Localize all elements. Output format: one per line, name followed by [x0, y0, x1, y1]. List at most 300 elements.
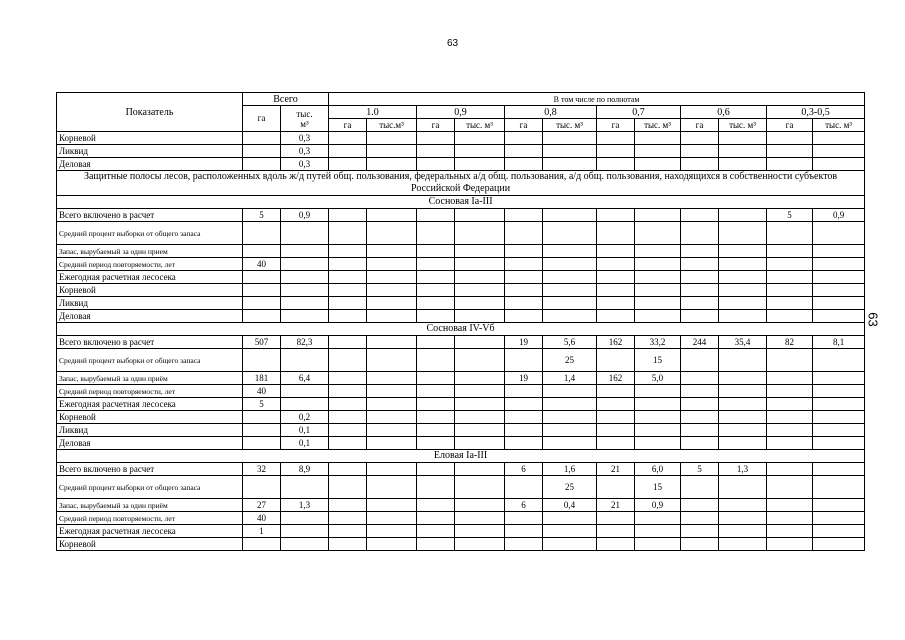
data-cell — [455, 297, 505, 310]
data-cell — [505, 424, 543, 437]
data-cell — [719, 245, 767, 258]
data-cell — [505, 258, 543, 271]
data-cell — [767, 385, 813, 398]
data-cell — [597, 476, 635, 499]
data-cell — [681, 349, 719, 372]
data-cell: 1,4 — [543, 372, 597, 385]
data-cell — [417, 271, 455, 284]
data-cell — [813, 463, 865, 476]
data-cell: 40 — [243, 385, 281, 398]
row-label: Средний период повторяемости, лет — [57, 385, 243, 398]
data-cell — [681, 222, 719, 245]
cell-empty — [813, 132, 865, 145]
data-cell — [719, 437, 767, 450]
table-row — [57, 372, 865, 385]
data-cell — [767, 372, 813, 385]
data-cell: 181 — [243, 372, 281, 385]
data-cell: 162 — [597, 372, 635, 385]
row-label: Ликвид — [57, 145, 243, 158]
cell-empty — [635, 132, 681, 145]
data-cell — [417, 385, 455, 398]
data-cell — [455, 424, 505, 437]
data-cell — [767, 310, 813, 323]
data-cell: 15 — [635, 476, 681, 499]
data-cell — [329, 209, 367, 222]
data-cell — [719, 372, 767, 385]
data-cell — [367, 258, 417, 271]
subheader-cell: тыс. м³ — [543, 119, 597, 132]
subheader-cell: га — [767, 119, 813, 132]
data-cell — [243, 245, 281, 258]
data-cell — [635, 310, 681, 323]
data-cell: 82 — [767, 336, 813, 349]
data-cell: 1,3 — [281, 499, 329, 512]
data-cell — [543, 538, 597, 551]
data-cell — [417, 297, 455, 310]
table-row — [57, 398, 865, 411]
data-cell — [455, 271, 505, 284]
data-cell — [417, 245, 455, 258]
data-cell — [597, 209, 635, 222]
data-cell — [767, 411, 813, 424]
data-cell — [813, 424, 865, 437]
data-cell — [597, 271, 635, 284]
data-cell — [455, 411, 505, 424]
data-cell — [719, 424, 767, 437]
data-cell — [281, 525, 329, 538]
data-cell — [681, 245, 719, 258]
data-cell — [281, 310, 329, 323]
row-label: Ежегодная расчетная лесосека — [57, 525, 243, 538]
data-cell — [543, 411, 597, 424]
cell-empty — [367, 132, 417, 145]
data-cell — [597, 437, 635, 450]
data-cell: 5 — [767, 209, 813, 222]
table-row — [57, 310, 865, 323]
data-cell — [329, 284, 367, 297]
data-cell — [417, 398, 455, 411]
data-cell — [329, 297, 367, 310]
data-cell — [329, 372, 367, 385]
data-cell — [329, 310, 367, 323]
header-total-m3-line2: м³ — [300, 118, 309, 129]
data-cell: 6 — [505, 499, 543, 512]
page-number-top: 63 — [446, 38, 459, 49]
cell-empty — [329, 132, 367, 145]
table-row — [57, 222, 865, 245]
data-cell — [767, 424, 813, 437]
data-cell — [543, 398, 597, 411]
section-row — [57, 171, 865, 196]
data-cell — [417, 411, 455, 424]
cell-total-m3: 0,3 — [281, 132, 329, 145]
data-cell: 0,4 — [543, 499, 597, 512]
table-row — [57, 209, 865, 222]
data-cell — [367, 499, 417, 512]
data-cell — [455, 476, 505, 499]
row-label: Ежегодная расчетная лесосека — [57, 271, 243, 284]
data-cell: 33,2 — [635, 336, 681, 349]
data-cell — [635, 398, 681, 411]
cell-total-ga — [243, 132, 281, 145]
data-cell — [367, 437, 417, 450]
data-cell — [367, 349, 417, 372]
data-cell — [505, 476, 543, 499]
row-label: Всего включено в расчет — [57, 336, 243, 349]
data-cell — [417, 525, 455, 538]
header-total-ga: га — [243, 106, 281, 132]
table-row — [57, 512, 865, 525]
subheader-cell: тыс.м³ — [367, 119, 417, 132]
data-cell: 5 — [243, 209, 281, 222]
table-row — [57, 538, 865, 551]
table-row — [57, 463, 865, 476]
data-cell — [767, 297, 813, 310]
section-title: Защитные полосы лесов, расположенных вдоль ж/д путей общ. пользования, федеральных а/д общ. пользования, а/д общ. пользования, находящихся в собственности субъектов Российской Федерации — [57, 171, 865, 196]
data-cell — [455, 538, 505, 551]
group-title: Еловая Ia-III — [57, 450, 865, 463]
data-cell — [329, 385, 367, 398]
data-cell — [635, 258, 681, 271]
subheader-cell: тыс. м³ — [813, 119, 865, 132]
data-cell — [681, 209, 719, 222]
data-cell — [597, 424, 635, 437]
group-title-row — [57, 196, 865, 209]
data-cell — [767, 284, 813, 297]
data-cell — [635, 271, 681, 284]
data-cell — [681, 372, 719, 385]
data-cell: 6,0 — [635, 463, 681, 476]
cell-empty — [505, 145, 543, 158]
data-cell — [505, 209, 543, 222]
data-cell — [505, 222, 543, 245]
cell-empty — [417, 132, 455, 145]
header-density-group: В том числе по полнотам — [329, 93, 865, 106]
data-cell — [243, 297, 281, 310]
data-cell — [281, 297, 329, 310]
data-cell — [281, 222, 329, 245]
data-cell — [597, 222, 635, 245]
data-cell — [505, 297, 543, 310]
row-label: Средний процент выборки от общего запаса — [57, 476, 243, 499]
data-cell — [505, 385, 543, 398]
data-cell — [767, 512, 813, 525]
subheader-cell: га — [681, 119, 719, 132]
data-cell — [719, 525, 767, 538]
data-cell — [681, 512, 719, 525]
data-cell — [543, 209, 597, 222]
data-cell — [455, 525, 505, 538]
data-cell: 507 — [243, 336, 281, 349]
row-label: Запас, вырубаемый за один приём — [57, 499, 243, 512]
data-cell — [597, 297, 635, 310]
data-cell — [329, 463, 367, 476]
data-cell — [243, 284, 281, 297]
data-cell — [767, 538, 813, 551]
data-cell — [455, 222, 505, 245]
data-cell — [719, 499, 767, 512]
cell-empty — [681, 145, 719, 158]
cell-empty — [329, 145, 367, 158]
data-cell — [635, 245, 681, 258]
data-cell: 5,6 — [543, 336, 597, 349]
cell-empty — [329, 158, 367, 171]
table-row — [57, 284, 865, 297]
data-cell — [813, 372, 865, 385]
data-cell: 25 — [543, 349, 597, 372]
data-cell — [813, 349, 865, 372]
row-label: Средний процент выборки от общего запаса — [57, 349, 243, 372]
data-cell: 40 — [243, 258, 281, 271]
cell-empty — [813, 145, 865, 158]
data-cell — [635, 385, 681, 398]
data-cell — [813, 398, 865, 411]
cell-empty — [505, 132, 543, 145]
subheader-cell: тыс. м³ — [635, 119, 681, 132]
data-cell — [719, 284, 767, 297]
data-cell — [367, 424, 417, 437]
subheader-cell: тыс. м³ — [719, 119, 767, 132]
data-cell — [767, 499, 813, 512]
data-cell: 1,3 — [719, 463, 767, 476]
data-cell — [367, 525, 417, 538]
data-cell — [455, 284, 505, 297]
table-row — [57, 145, 865, 158]
data-cell — [243, 437, 281, 450]
row-label: Деловая — [57, 158, 243, 171]
table-row — [57, 258, 865, 271]
data-cell — [367, 385, 417, 398]
row-label: Запас, вырубаемый за один приём — [57, 372, 243, 385]
data-cell — [597, 512, 635, 525]
data-cell — [417, 349, 455, 372]
data-cell: 1,6 — [543, 463, 597, 476]
row-label: Корневой — [57, 411, 243, 424]
data-cell — [681, 385, 719, 398]
data-cell — [281, 538, 329, 551]
data-cell: 6 — [505, 463, 543, 476]
table-row — [57, 499, 865, 512]
data-cell — [505, 512, 543, 525]
table-row — [57, 411, 865, 424]
data-cell — [505, 411, 543, 424]
data-cell — [329, 398, 367, 411]
data-cell — [243, 271, 281, 284]
subheader-cell: тыс. м³ — [455, 119, 505, 132]
data-cell — [281, 245, 329, 258]
data-cell — [543, 512, 597, 525]
row-label: Ежегодная расчетная лесосека — [57, 398, 243, 411]
data-cell: 15 — [635, 349, 681, 372]
data-cell — [543, 284, 597, 297]
cell-total-ga — [243, 158, 281, 171]
header-total-m3-line1: тыс. — [296, 108, 313, 119]
data-cell — [767, 271, 813, 284]
row-label: Всего включено в расчет — [57, 463, 243, 476]
data-cell — [681, 424, 719, 437]
cell-empty — [543, 158, 597, 171]
table-row — [57, 271, 865, 284]
table-row — [57, 525, 865, 538]
data-cell — [367, 411, 417, 424]
data-cell — [367, 398, 417, 411]
data-cell — [455, 398, 505, 411]
data-cell — [417, 463, 455, 476]
data-cell: 0,9 — [635, 499, 681, 512]
data-cell — [505, 349, 543, 372]
data-cell: 244 — [681, 336, 719, 349]
data-cell — [813, 245, 865, 258]
data-cell — [329, 499, 367, 512]
data-cell — [367, 463, 417, 476]
forest-table — [56, 92, 865, 551]
cell-empty — [681, 132, 719, 145]
data-cell — [719, 209, 767, 222]
data-cell — [597, 538, 635, 551]
data-cell — [681, 476, 719, 499]
header-total: Всего — [243, 93, 329, 106]
data-cell — [329, 245, 367, 258]
data-cell — [543, 525, 597, 538]
data-cell — [329, 271, 367, 284]
header-row-1 — [57, 93, 865, 106]
cell-empty — [455, 132, 505, 145]
data-cell — [767, 476, 813, 499]
data-cell — [329, 525, 367, 538]
cell-empty — [635, 158, 681, 171]
data-cell — [635, 437, 681, 450]
data-cell: 0,9 — [813, 209, 865, 222]
row-label: Запас, вырубаемый за один прием — [57, 245, 243, 258]
data-cell — [681, 258, 719, 271]
data-cell — [417, 209, 455, 222]
data-cell: 0,9 — [281, 209, 329, 222]
data-cell — [455, 437, 505, 450]
data-cell — [597, 398, 635, 411]
table-row — [57, 424, 865, 437]
row-label: Ликвид — [57, 424, 243, 437]
data-cell — [543, 245, 597, 258]
cell-total-m3: 0,3 — [281, 158, 329, 171]
data-cell — [543, 297, 597, 310]
data-cell — [417, 222, 455, 245]
data-cell: 5 — [681, 463, 719, 476]
header-indicator: Показатель — [57, 93, 243, 132]
data-cell: 21 — [597, 499, 635, 512]
data-cell — [367, 209, 417, 222]
data-cell — [635, 424, 681, 437]
data-cell — [719, 222, 767, 245]
data-cell — [719, 310, 767, 323]
data-cell — [681, 437, 719, 450]
data-cell: 27 — [243, 499, 281, 512]
table-row — [57, 245, 865, 258]
row-label: Средний период повторяемости, лет — [57, 258, 243, 271]
table-row — [57, 349, 865, 372]
data-cell — [417, 372, 455, 385]
cell-empty — [681, 158, 719, 171]
data-cell — [543, 258, 597, 271]
cell-empty — [719, 158, 767, 171]
cell-empty — [597, 132, 635, 145]
table-row — [57, 476, 865, 499]
data-cell — [681, 284, 719, 297]
data-cell — [455, 336, 505, 349]
data-cell — [681, 538, 719, 551]
data-cell — [635, 525, 681, 538]
cell-empty — [417, 145, 455, 158]
data-cell — [767, 398, 813, 411]
data-cell — [281, 258, 329, 271]
data-cell — [681, 411, 719, 424]
data-cell — [367, 271, 417, 284]
data-cell — [505, 525, 543, 538]
cell-empty — [635, 145, 681, 158]
subheader-cell: га — [329, 119, 367, 132]
data-cell — [681, 297, 719, 310]
data-cell — [597, 245, 635, 258]
data-cell — [543, 310, 597, 323]
data-cell: 32 — [243, 463, 281, 476]
data-cell — [367, 297, 417, 310]
data-cell: 82,3 — [281, 336, 329, 349]
data-cell — [719, 297, 767, 310]
cell-empty — [367, 158, 417, 171]
data-cell — [635, 222, 681, 245]
data-cell — [597, 525, 635, 538]
cell-total-ga — [243, 145, 281, 158]
data-cell — [681, 271, 719, 284]
cell-empty — [767, 145, 813, 158]
data-cell: 5 — [243, 398, 281, 411]
data-cell: 0,2 — [281, 411, 329, 424]
data-cell: 21 — [597, 463, 635, 476]
row-label: Всего включено в расчет — [57, 209, 243, 222]
data-cell — [455, 499, 505, 512]
data-cell — [767, 258, 813, 271]
page-number-side: 63 — [865, 312, 881, 327]
data-cell — [767, 245, 813, 258]
data-cell — [455, 463, 505, 476]
data-cell — [505, 284, 543, 297]
cell-empty — [597, 145, 635, 158]
data-cell — [635, 284, 681, 297]
data-cell: 1 — [243, 525, 281, 538]
cell-empty — [813, 158, 865, 171]
data-cell — [455, 209, 505, 222]
data-cell — [767, 525, 813, 538]
cell-empty — [455, 158, 505, 171]
table-row — [57, 437, 865, 450]
cell-empty — [719, 132, 767, 145]
data-cell — [597, 349, 635, 372]
data-cell — [505, 398, 543, 411]
data-cell — [543, 437, 597, 450]
data-cell: 8,1 — [813, 336, 865, 349]
data-cell: 0,1 — [281, 424, 329, 437]
data-cell — [813, 258, 865, 271]
data-cell — [243, 538, 281, 551]
data-cell — [367, 336, 417, 349]
data-cell: 19 — [505, 336, 543, 349]
table-row — [57, 336, 865, 349]
data-cell — [417, 476, 455, 499]
subheader-cell: га — [417, 119, 455, 132]
data-cell — [417, 437, 455, 450]
data-cell — [813, 411, 865, 424]
data-cell — [505, 538, 543, 551]
row-label: Средний период повторяемости, лет — [57, 512, 243, 525]
